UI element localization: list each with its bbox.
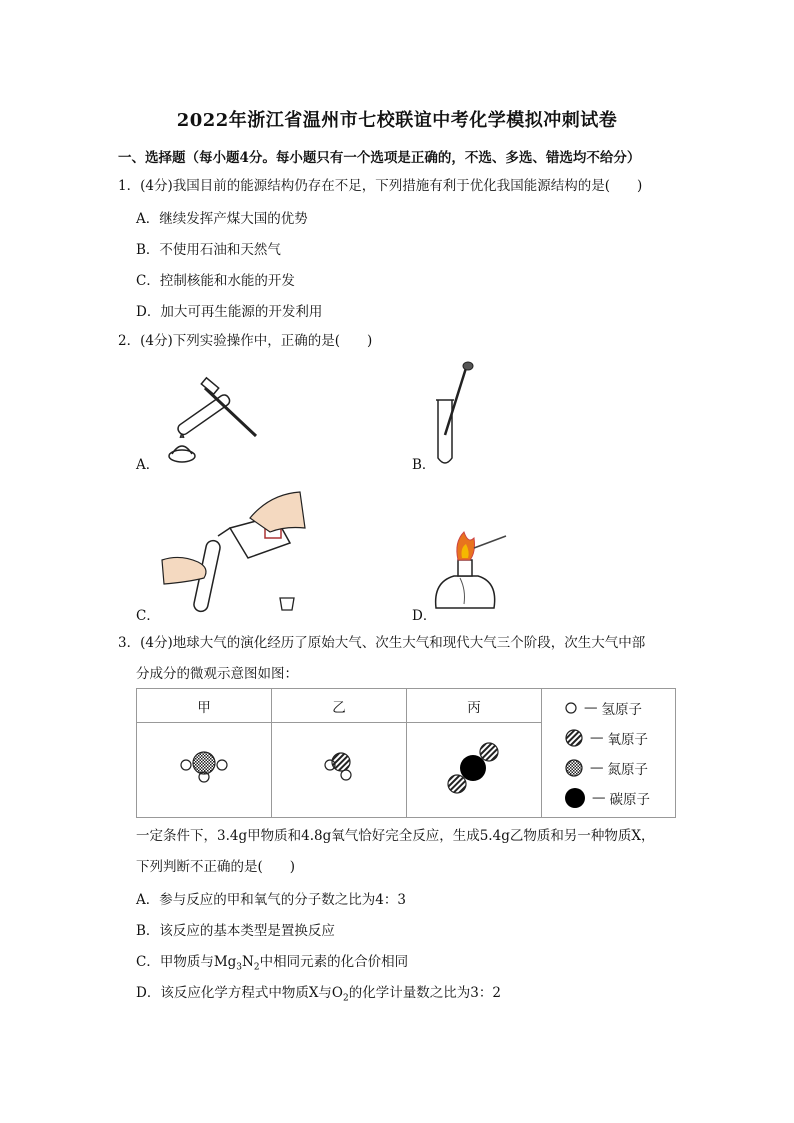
- ammonia-molecule-icon: [174, 743, 234, 793]
- hydrogen-atom-icon: [564, 701, 578, 715]
- question-1-option-b[interactable]: B．不使用石油和天然气: [136, 242, 281, 258]
- question-3-condition-line1: 一定条件下，3.4g甲物质和4.8g氧气恰好完全反应，生成5.4g乙物质和另一种物质X，: [136, 828, 655, 844]
- question-3-option-d[interactable]: D．该反应化学方程式中物质X与$O_2$的化学计量数之比为3：2: [136, 985, 501, 1004]
- question-2-option-c-label[interactable]: C．: [136, 608, 160, 624]
- question-2-stem: [118, 331, 372, 351]
- question-1-stem: [118, 176, 642, 196]
- question-3-stem-line1: [118, 633, 645, 653]
- question-1-option-a[interactable]: A．继续发挥产煤大国的优势: [136, 211, 308, 227]
- question-3-condition-line2: 下列判断不正确的是( ): [136, 859, 296, 875]
- molecule-table: [136, 688, 676, 818]
- table-header-bing: 丙: [407, 689, 542, 723]
- question-3-option-b[interactable]: B．该反应的基本类型是置换反应: [136, 923, 335, 939]
- question-3-option-a[interactable]: A．参与反应的甲和氧气的分子数之比为4：3: [136, 892, 406, 908]
- question-1-option-d[interactable]: D．加大可再生能源的开发利用: [136, 304, 323, 320]
- section-heading: 一、选择题（每小题4分。每小题只有一个选项是正确的，不选、多选、错选均不给分）: [118, 150, 641, 166]
- atom-legend: [542, 689, 676, 818]
- molecule-bing-cell: [407, 723, 542, 818]
- dropper-test-tube-illustration: [428, 360, 488, 472]
- water-molecule-icon: [314, 743, 364, 793]
- question-2-prefix: 2．(4分): [118, 333, 173, 349]
- question-2-option-b-label[interactable]: B．: [412, 457, 436, 473]
- legend-oxygen: — 氧原子: [564, 723, 675, 753]
- molecule-jia-cell: [137, 723, 272, 818]
- legend-hydrogen: — 氢原子: [564, 693, 675, 723]
- question-2-option-a-label[interactable]: A．: [136, 457, 160, 473]
- question-2-text: 下列实验操作中，正确的是( ): [172, 333, 373, 349]
- question-3-option-c[interactable]: C．甲物质与$Mg_3N_2$中相同元素的化合价相同: [136, 954, 409, 973]
- question-1-prefix: 1．(4分): [118, 178, 173, 194]
- question-3-stem-line2: 分成分的微观示意图如图：: [136, 666, 298, 682]
- question-3-text-line1: 地球大气的演化经历了原始大气、次生大气和现代大气三个阶段，次生大气中部: [172, 635, 646, 651]
- legend-nitrogen: — 氮原子: [564, 753, 675, 783]
- question-3-prefix: 3．(4分): [118, 635, 173, 651]
- question-1-option-c[interactable]: C．控制核能和水能的开发: [136, 273, 295, 289]
- nitrogen-atom-icon: [564, 758, 584, 778]
- carbon-atom-icon: [564, 787, 586, 809]
- molecule-yi-cell: [272, 723, 407, 818]
- question-1-text: 我国目前的能源结构仍存在不足，下列措施有利于优化我国能源结构的是( ): [172, 178, 643, 194]
- table-header-yi: 乙: [272, 689, 407, 723]
- heating-test-tube-illustration: [160, 368, 265, 468]
- paper-title: 2022年浙江省温州市七校联谊中考化学模拟冲刺试卷: [176, 110, 618, 131]
- oxygen-atom-icon: [564, 728, 584, 748]
- alcohol-lamp-illustration: [428, 520, 508, 620]
- carbon-dioxide-molecule-icon: [439, 738, 509, 798]
- legend-carbon: — 碳原子: [564, 783, 675, 813]
- question-2-option-d-label[interactable]: D．: [412, 608, 437, 624]
- table-header-jia: 甲: [137, 689, 272, 723]
- pouring-liquid-illustration: [160, 488, 310, 616]
